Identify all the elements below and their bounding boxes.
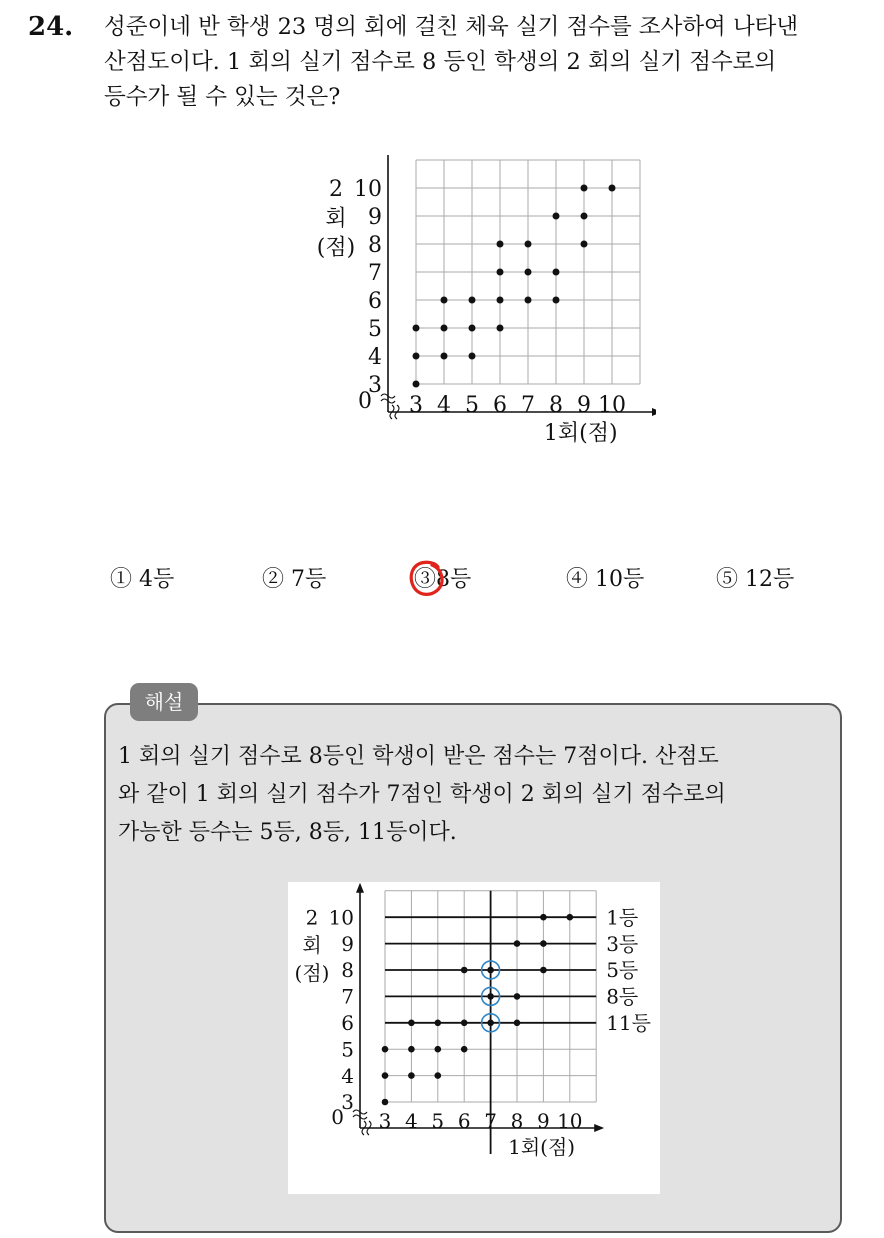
- data-point: [413, 381, 420, 388]
- scatter-plot-solution: [288, 882, 660, 1194]
- x-tick-label: 4: [405, 1109, 418, 1133]
- data-point: [441, 325, 448, 332]
- x-tick-label: 3: [378, 1109, 392, 1133]
- x-tick-label: 3: [409, 393, 423, 418]
- x-axis-arrow: [594, 1124, 604, 1132]
- y-tick-label: 8: [368, 232, 382, 258]
- x-tick-label: 4: [437, 393, 451, 418]
- data-point: [581, 185, 588, 192]
- rank-label: 11등: [606, 1011, 651, 1035]
- solution-line: 와 같이 1 회의 실기 점수가 7점인 학생이 2 회의 실기 점수로의: [118, 782, 726, 807]
- data-point: [553, 213, 560, 220]
- solution-line: 1 회의 실기 점수로 8등인 학생이 받은 점수는 7점이다. 산점도: [118, 744, 719, 769]
- data-point: [487, 967, 494, 974]
- y-tick-label: 8: [341, 958, 354, 983]
- origin-label: 0: [358, 389, 372, 414]
- y-tick-label: 6: [368, 288, 382, 314]
- y-tick-label: 5: [341, 1037, 354, 1062]
- data-point: [525, 241, 532, 248]
- solution-tag: 해설: [130, 683, 198, 721]
- choice-5[interactable]: [716, 562, 794, 593]
- data-point: [469, 353, 476, 360]
- question-text: [104, 10, 864, 115]
- choice-marker: ④: [566, 567, 589, 592]
- rank-label: 1등: [606, 905, 639, 930]
- x-tick-label: 9: [537, 1109, 550, 1133]
- data-point: [408, 1046, 415, 1053]
- rank-label: 8등: [606, 984, 639, 1009]
- data-point: [382, 1072, 389, 1079]
- solution-line: 가능한 등수는 5등, 8등, 11등이다.: [118, 820, 457, 845]
- x-tick-label: 6: [457, 1109, 471, 1133]
- data-point: [469, 297, 476, 304]
- data-point: [435, 1020, 442, 1027]
- y-axis-label: 2: [329, 176, 343, 202]
- data-point: [553, 297, 560, 304]
- x-tick-label: 7: [521, 393, 535, 418]
- data-point: [540, 967, 547, 974]
- data-point: [487, 993, 494, 1000]
- y-axis-label: 회: [325, 206, 347, 232]
- y-axis-arrow: [356, 883, 364, 893]
- data-point: [609, 185, 616, 192]
- data-point: [497, 241, 504, 248]
- answer-circle-mark: [408, 558, 446, 598]
- x-axis-label: 1회(점): [543, 421, 618, 446]
- y-axis-label: 2: [305, 905, 319, 930]
- data-point: [581, 213, 588, 220]
- data-point: [514, 1020, 521, 1027]
- y-axis-label: (점): [294, 960, 330, 985]
- data-point: [514, 993, 521, 1000]
- data-point: [469, 325, 476, 332]
- y-tick-label: 3: [341, 1090, 354, 1115]
- question-line: 성준이네 반 학생 23 명의 회에 걸친 체육 실기 점수를 조사하여 나타낸: [104, 14, 799, 40]
- data-point: [408, 1072, 415, 1079]
- choice-text: 7등: [291, 567, 327, 592]
- question-line: 등수가 될 수 있는 것은?: [104, 84, 341, 110]
- data-point: [487, 1020, 494, 1027]
- x-tick-label: 10: [557, 1109, 583, 1133]
- x-axis-label: 1회(점): [508, 1135, 576, 1159]
- y-tick-label: 9: [368, 204, 382, 230]
- question-number: 24.: [28, 12, 74, 42]
- x-tick-label: 8: [510, 1109, 524, 1133]
- data-point: [540, 940, 547, 947]
- data-point: [567, 914, 574, 921]
- choice-marker: ③: [414, 567, 437, 592]
- y-tick-label: 9: [341, 931, 354, 956]
- data-point: [553, 269, 560, 276]
- choice-4[interactable]: [566, 562, 644, 593]
- data-point: [435, 1046, 442, 1053]
- data-point: [461, 1046, 468, 1053]
- choice-text: 4등: [139, 567, 175, 592]
- data-point: [497, 325, 504, 332]
- rank-label: 3등: [606, 931, 639, 956]
- data-point: [413, 353, 420, 360]
- choice-1[interactable]: [110, 562, 174, 593]
- y-axis-label: (점): [316, 235, 356, 261]
- y-tick-label: 7: [368, 260, 382, 286]
- x-tick-label: 6: [493, 393, 507, 418]
- y-tick-label: 10: [354, 176, 382, 202]
- data-point: [525, 269, 532, 276]
- y-tick-label: 4: [368, 344, 382, 370]
- choice-marker: ⑤: [716, 567, 739, 592]
- origin-label: 0: [331, 1105, 344, 1129]
- data-point: [435, 1072, 442, 1079]
- choice-2[interactable]: [262, 562, 326, 593]
- x-tick-label: 7: [484, 1109, 497, 1133]
- x-tick-label: 9: [577, 393, 591, 418]
- data-point: [461, 967, 468, 974]
- data-point: [382, 1099, 389, 1106]
- choice-text: 8등: [436, 567, 472, 592]
- x-tick-label: 10: [598, 393, 626, 418]
- y-axis-label: 회: [302, 933, 322, 958]
- data-point: [461, 1020, 468, 1027]
- y-tick-label: 7: [341, 984, 354, 1009]
- data-point: [540, 914, 547, 921]
- data-point: [441, 297, 448, 304]
- y-tick-label: 6: [341, 1011, 354, 1035]
- y-tick-label: 10: [328, 905, 354, 930]
- choice-marker: ②: [262, 567, 285, 592]
- y-tick-label: 3: [368, 372, 382, 398]
- y-tick-label: 4: [341, 1063, 354, 1088]
- x-tick-label: 5: [431, 1109, 445, 1133]
- data-point: [525, 297, 532, 304]
- choice-text: 10등: [595, 567, 645, 592]
- data-point: [581, 241, 588, 248]
- data-point: [382, 1046, 389, 1053]
- choice-text: 12등: [745, 567, 795, 592]
- x-tick-label: 8: [549, 393, 563, 418]
- choice-marker: ①: [110, 567, 133, 592]
- rank-label: 5등: [606, 958, 639, 983]
- data-point: [413, 325, 420, 332]
- data-point: [441, 353, 448, 360]
- data-point: [408, 1020, 415, 1027]
- data-point: [497, 269, 504, 276]
- data-point: [514, 940, 521, 947]
- x-axis-arrow: [652, 408, 656, 416]
- y-tick-label: 5: [368, 316, 382, 342]
- scatter-plot-question: [296, 155, 656, 480]
- solution-text: [118, 738, 838, 852]
- data-point: [497, 297, 504, 304]
- x-tick-label: 5: [465, 393, 479, 418]
- question-line: 산점도이다. 1 회의 실기 점수로 8 등인 학생의 2 회의 실기 점수로의: [104, 49, 777, 75]
